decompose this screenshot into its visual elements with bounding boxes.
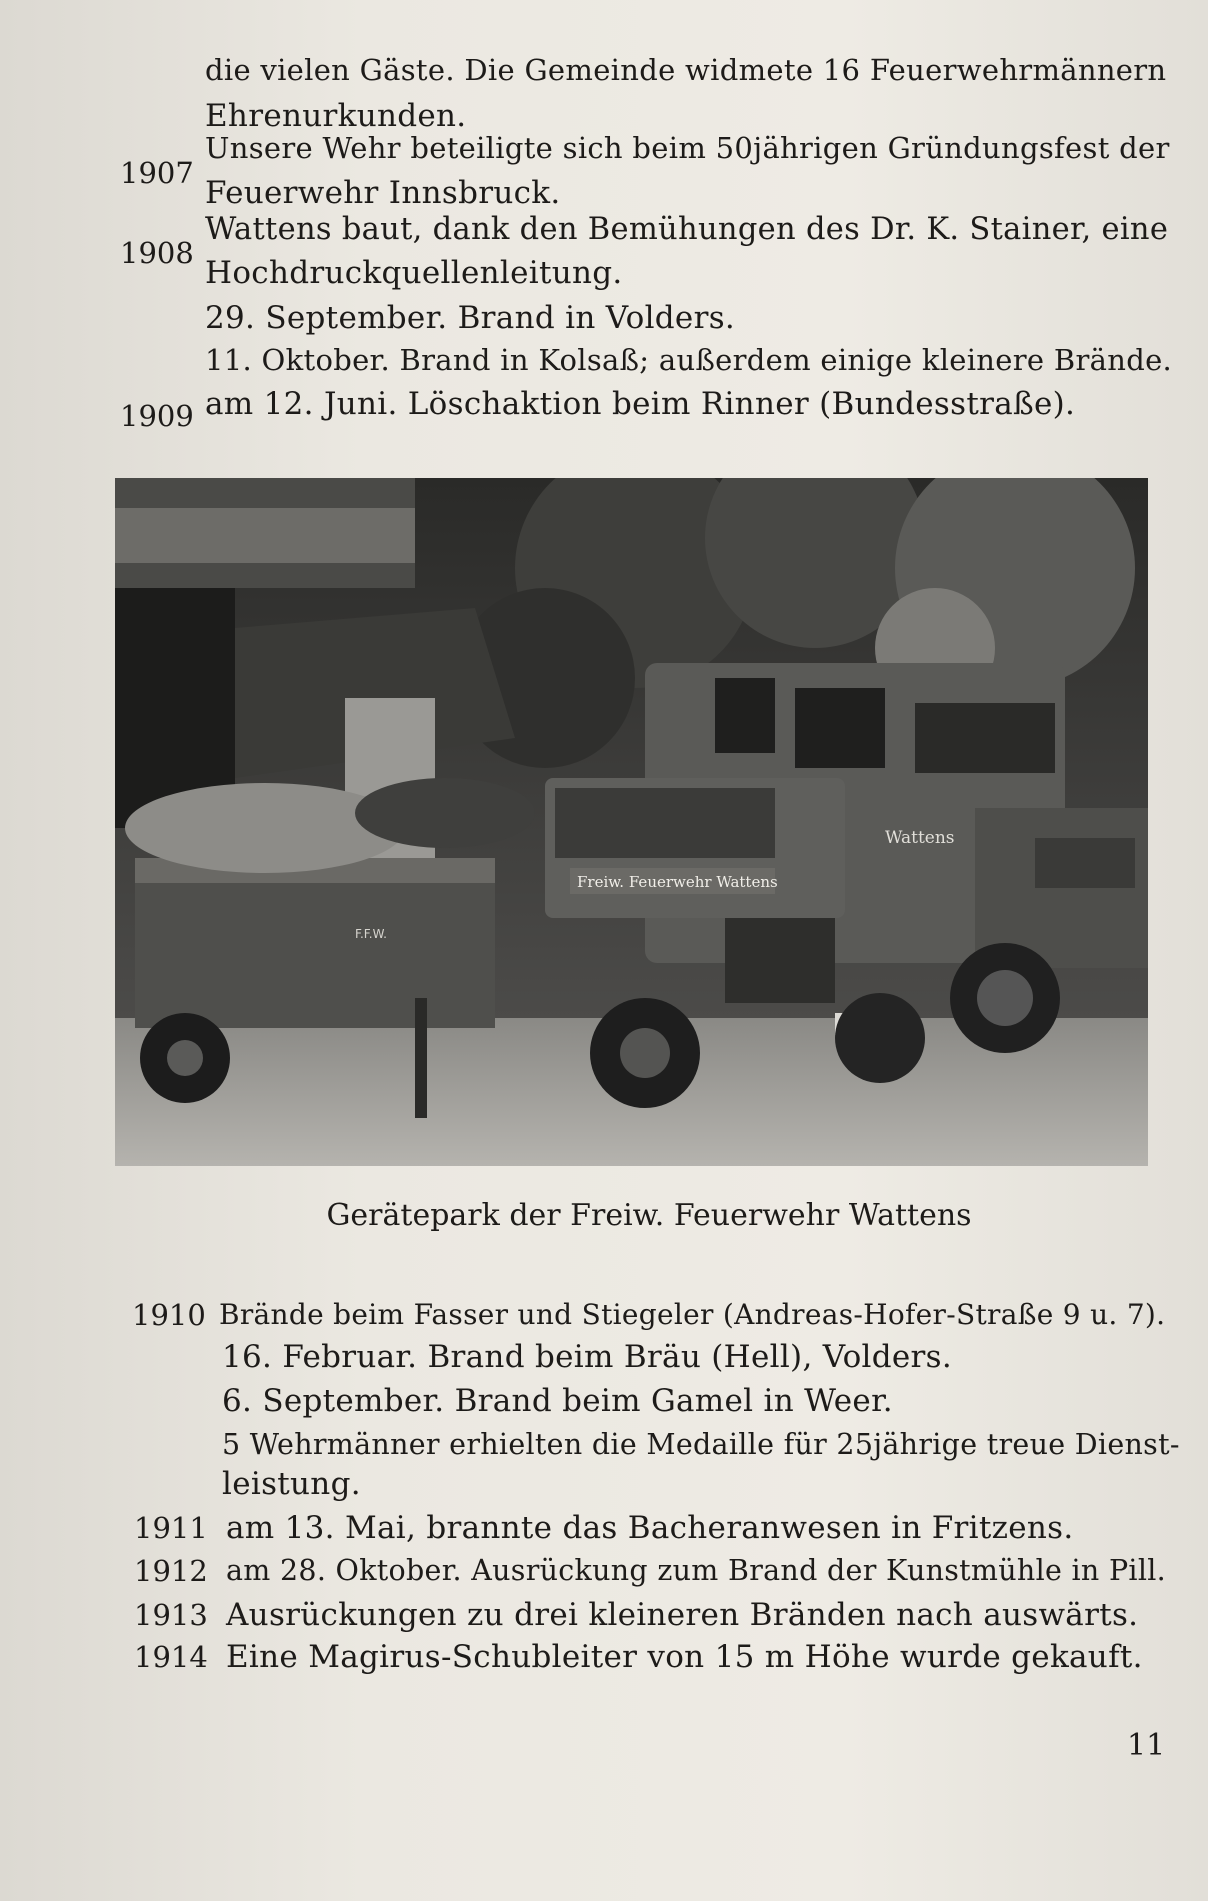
page-number: 11 [1127,1728,1166,1763]
text-line: 11. Oktober. Brand in Kolsaß; außerdem einige kleinere Brände. [205,343,1173,377]
photo-caption: Gerätepark der Freiw. Feuerwehr Wattens [326,1198,972,1233]
text-line: die vielen Gäste. Die Gemeinde widmete 16 Feuerwehrmännern [205,53,1167,87]
text-line: Ausrückungen zu drei kleineren Bränden nach auswärts. [226,1597,1139,1633]
text-line: leistung. [222,1466,361,1502]
year-label: 1909 [120,399,194,433]
text-line: Brände beim Fasser und Stiegeler (Andreas-Hofer-Straße 9 u. 7). [219,1298,1166,1331]
fire-brigade-vehicles-photo [115,478,1148,1166]
text-line: Hochdruckquellenleitung. [205,255,623,291]
year-label: 1914 [134,1640,208,1674]
year-label: 1911 [134,1511,208,1545]
year-label: 1910 [132,1298,206,1332]
year-label: 1907 [120,156,194,190]
vehicles-illustration [115,478,1148,1166]
truck-door-text: Wattens [885,828,955,848]
text-line: Eine Magirus-Schubleiter von 15 m Höhe wurde gekauft. [226,1639,1143,1675]
year-label: 1913 [134,1598,208,1632]
text-line: Ehrenurkunden. [205,98,467,134]
text-line: 16. Februar. Brand beim Bräu (Hell), Volders. [222,1339,953,1375]
text-line: am 12. Juni. Löschaktion beim Rinner (Bundesstraße). [205,386,1076,422]
jeep-plate-text: Freiw. Feuerwehr Wattens [577,873,778,891]
year-label: 1912 [134,1554,208,1588]
text-line: 29. September. Brand in Volders. [205,300,736,336]
text-line: am 13. Mai, brannte das Bacheranwesen in Fritzens. [226,1510,1074,1546]
text-line: Wattens baut, dank den Bemühungen des Dr. K. Stainer, eine [205,212,1169,247]
text-line: Unsere Wehr beteiligte sich beim 50jährigen Gründungsfest der [205,131,1170,165]
text-line: am 28. Oktober. Ausrückung zum Brand der Kunstmühle in Pill. [226,1554,1167,1587]
text-line: 6. September. Brand beim Gamel in Weer. [222,1383,893,1419]
year-label: 1908 [120,236,194,270]
text-line: Feuerwehr Innsbruck. [205,175,561,211]
text-line: 5 Wehrmänner erhielten die Medaille für 25jährige treue Dienst- [222,1428,1180,1461]
trailer-text: F.F.W. [355,927,387,941]
